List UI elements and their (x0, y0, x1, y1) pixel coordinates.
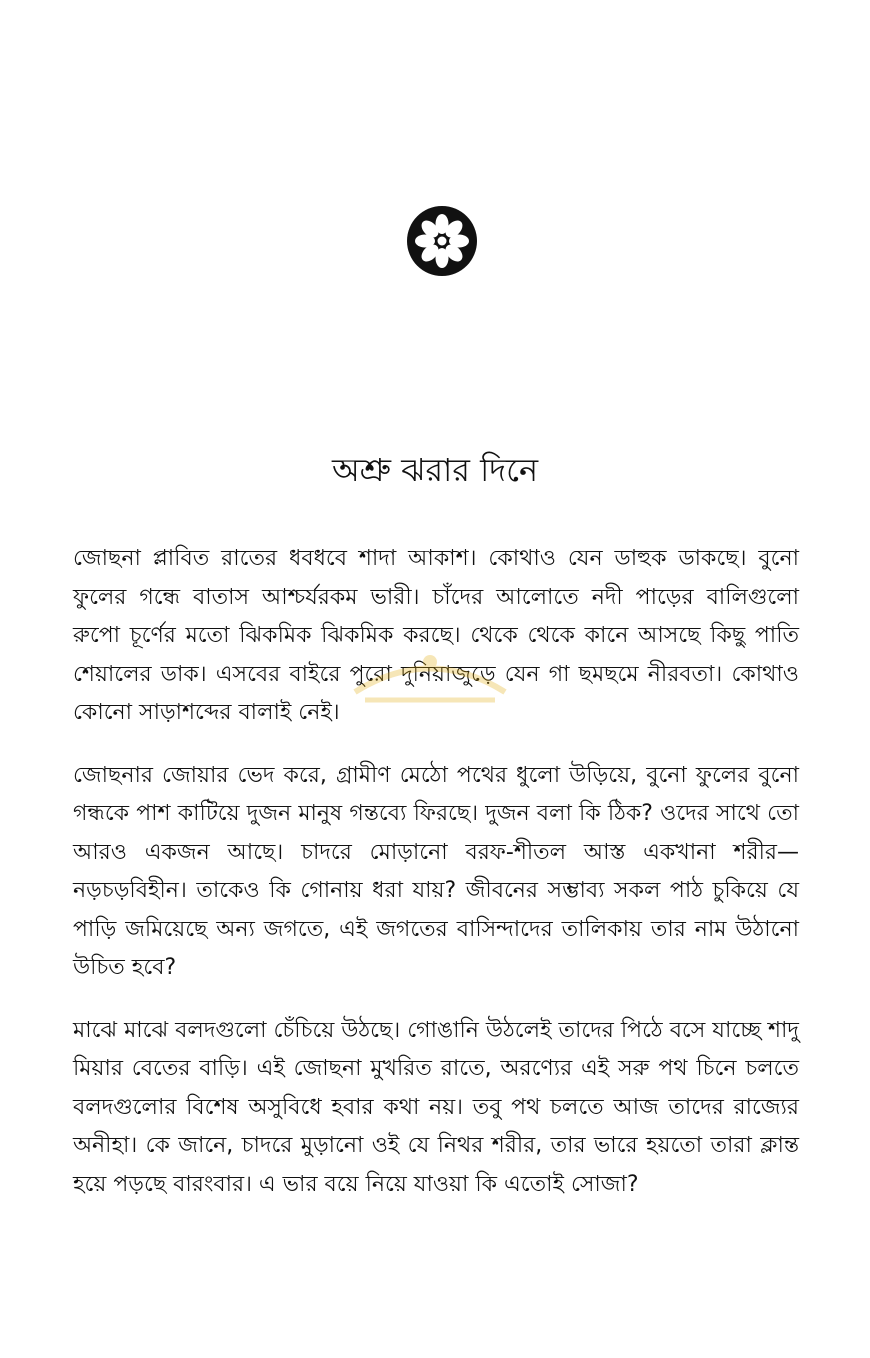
paragraph: জোছনা প্লাবিত রাতের ধবধবে শাদা আকাশ। কোথাও যেন ডাহুক ডাকছে। বুনো ফুলের গন্ধে বাতাস আশ্চর্যরকম ভারী। চাঁদের আলোতে নদী পাড়ের বালিগুলো রুপো চূর্ণের মতো ঝিকমিক ঝিকমিক করছে। থেকে থেকে কানে আসছে কিছু পাতি শেয়ালের ডাক। এসবের বাইরে পুরো দুনিয়াজুড়ে যেন গা ছমছমে নীরবতা। কোথাও কোনো সাড়াশব্দের বালাই নেই। (73, 546, 799, 725)
chapter-body (73, 540, 799, 1228)
chapter-title: অশ্রু ঝরার দিনে (331, 451, 539, 489)
flower-ornament-icon (406, 205, 478, 277)
paragraph: জোছনার জোয়ার ভেদ করে, গ্রামীণ মেঠো পথের ধুলো উড়িয়ে, বুনো ফুলের বুনো গন্ধকে পাশ কাটিয়ে দুজন মানুষ গন্তব্যে ফিরছে। দুজন বলা কি ঠিক? ওদের সাথে তো আরও একজন আছে। চাদরে মোড়ানো বরফ-শীতল আস্ত একখানা শরীর—নড়চড়বিহীন। তাকেও কি গোনায় ধরা যায়? জীবনের সম্ভাব্য সকল পাঠ চুকিয়ে যে পাড়ি জমিয়েছে অন্য জগতে, এই জগতের বাসিন্দাদের তালিকায় তার নাম উঠানো উচিত হবে? (73, 762, 799, 980)
paragraph: মাঝে মাঝে বলদগুলো চেঁচিয়ে উঠছে। গোঙানি উঠলেই তাদের পিঠে বসে যাচ্ছে শাদু মিয়ার বেতের বাড়ি। এই জোছনা মুখরিত রাতে, অরণ্যের এই সরু পথ চিনে চলতে বলদগুলোর বিশেষ অসুবিধে হবার কথা নয়। তবু পথ চলতে আজ তাদের রাজ্যের অনীহা। কে জানে, চাদরে মুড়ানো ওই যে নিথর শরীর, তার ভারে হয়তো তারা ক্লান্ত হয়ে পড়ছে বারংবার। এ ভার বয়ে নিয়ে যাওয়া কি এতোই সোজা? (73, 1017, 799, 1197)
